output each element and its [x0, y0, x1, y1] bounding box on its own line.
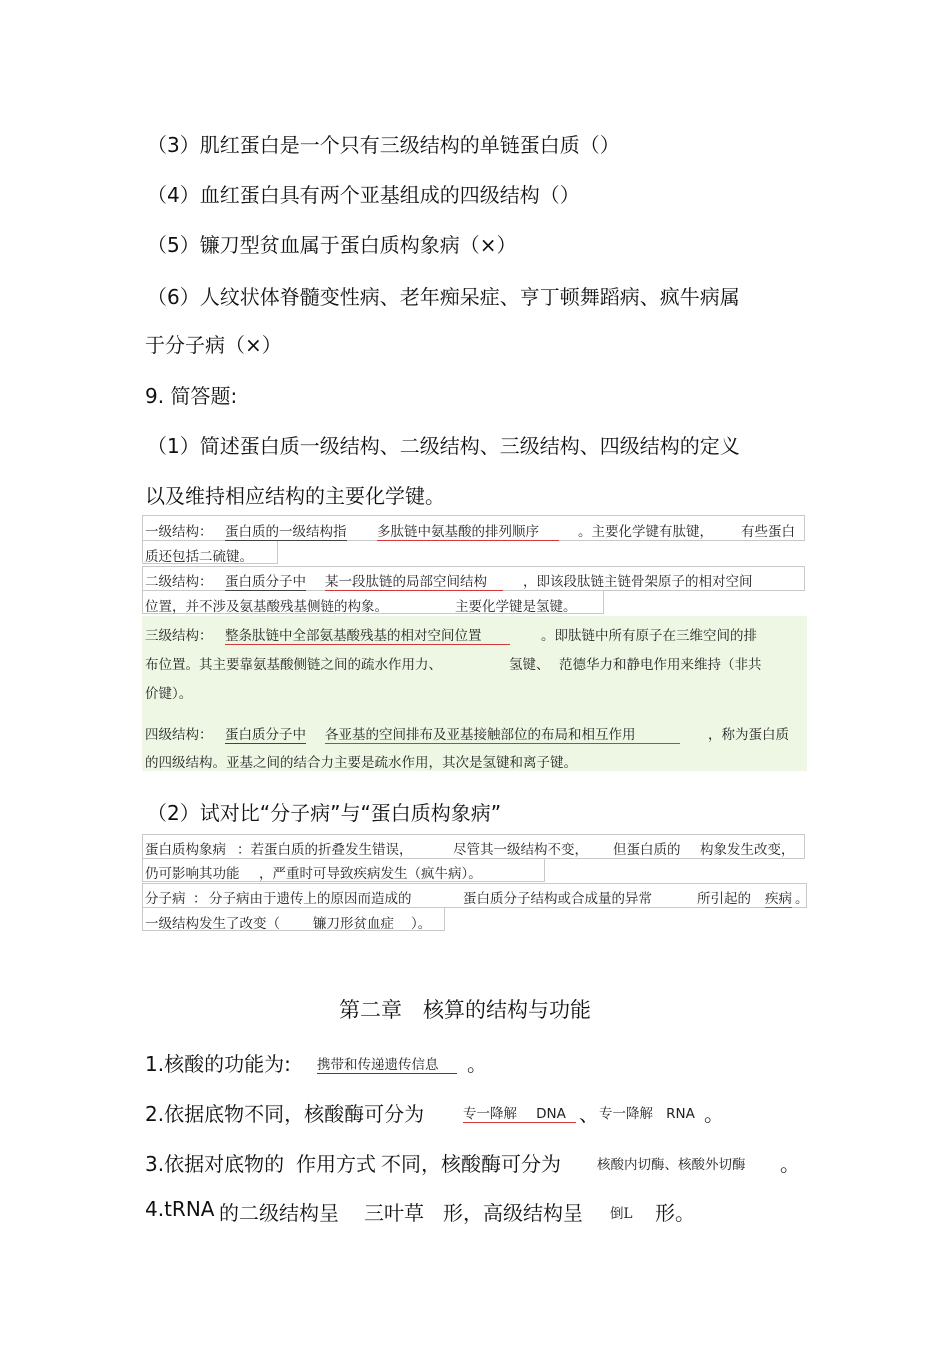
ch2-q2-a2: DNA	[536, 1106, 566, 1122]
ch2-q1-prefix: 1.核酸的功能为:	[145, 1052, 291, 1076]
ch2-q3-mid: 作用方式	[296, 1152, 376, 1176]
ch2-q2-prefix: 2.依据底物不同，核酸酶可分为	[145, 1102, 425, 1126]
short-answer-q2: （2）试对比“分子病”与“蛋白质构象病”	[147, 801, 502, 825]
molecular-g: 。	[795, 891, 809, 907]
short-answer-heading: 9. 简答题:	[145, 384, 238, 408]
tertiary-def-b: 。即肽链中所有原子在三维空间的排	[541, 628, 757, 644]
secondary-line2b: 主要化学键是氢键。	[455, 599, 577, 615]
ch2-q1-end: 。	[467, 1052, 487, 1076]
secondary-def-a: 蛋白质分子中	[225, 570, 306, 591]
tertiary-line3: 价键）。	[145, 686, 193, 702]
molecular-b: ：	[193, 891, 207, 907]
tertiary-line2a: 布位置。其主要靠氨基酸侧链之间的疏水作用力、	[145, 657, 442, 673]
secondary-def-c: ，即该段肽链主链骨架原子的相对空间	[523, 574, 753, 590]
molecular-e: 所引起的	[697, 891, 751, 907]
ch2-q4-a: 4.tRNA	[145, 1197, 215, 1221]
ch2-q4-c: 三叶草	[364, 1201, 424, 1225]
chapter-title: 第二章 核算的结构与功能	[339, 998, 591, 1022]
ch2-q2-answer-b	[599, 1102, 695, 1122]
molecular-c: 分子病由于遗传上的原因而造成的	[209, 891, 412, 907]
quaternary-label: 四级结构：	[145, 727, 213, 743]
primary-def-a: 蛋白质的一级结构指	[225, 520, 347, 541]
ch2-q2-a1: 专一降解	[463, 1106, 517, 1122]
ch2-q3-prefix: 3.依据对底物的	[145, 1152, 285, 1176]
secondary-label: 二级结构：	[145, 574, 213, 590]
ch2-q2-b1: 专一降解	[599, 1106, 653, 1122]
primary-def-d: 有些蛋白	[741, 524, 795, 540]
ch2-q1-answer: 携带和传递遗传信息	[317, 1053, 457, 1074]
quaternary-def-a: 蛋白质分子中	[225, 723, 306, 744]
molecular-f: 疾病	[765, 887, 792, 908]
ch2-q4-f: 形。	[655, 1201, 695, 1225]
molecular-line2b: 镰刀形贫血症	[313, 916, 394, 932]
molecular-line2a: 一级结构发生了改变（	[145, 916, 280, 932]
secondary-line2a: 位置，并不涉及氨基酸残基侧链的构象。	[145, 599, 388, 615]
ch2-q2-b2: RNA	[666, 1106, 695, 1122]
conformational-e: 构象发生改变，	[700, 842, 795, 858]
conformational-c: 尽管其一级结构不变，	[453, 842, 588, 858]
ch2-q3-rest: 不同，核酸酶可分为	[381, 1152, 561, 1176]
judgment-q6-line1: （6）人纹状体脊髓变性病、老年痴呆症、亨丁顿舞蹈病、疯牛病属	[147, 285, 740, 309]
molecular-line2c: ）。	[411, 916, 432, 932]
primary-def-c: 。主要化学键有肽键，	[578, 524, 713, 540]
short-answer-q1-line2: 以及维持相应结构的主要化学键。	[145, 484, 445, 508]
primary-line2: 质还包括二硫键。	[145, 549, 253, 565]
ch2-q4-e: 倒L	[610, 1206, 633, 1222]
conformational-d: 但蛋白质的	[613, 842, 681, 858]
ch2-q4-d: 形，高级结构呈	[443, 1201, 583, 1225]
conformational-line2b: ，严重时可导致疾病发生（疯牛病）。	[259, 866, 482, 882]
molecular-a: 分子病	[145, 891, 186, 907]
ch2-q3-answer: 核酸内切酶、核酸外切酶	[597, 1157, 746, 1173]
molecular-d: 蛋白质分子结构或合成量的异常	[463, 891, 652, 907]
tertiary-line2b: 氢键、	[509, 657, 550, 673]
judgment-q3: （3）肌红蛋白是一个只有三级结构的单链蛋白质（）	[147, 133, 620, 157]
tertiary-label: 三级结构：	[145, 628, 213, 644]
tertiary-line2c: 范德华力和静电作用来维持（非共	[559, 657, 762, 673]
conformational-a: 蛋白质构象病	[145, 842, 226, 858]
secondary-def-b: 某一段肽链的局部空间结构	[325, 570, 503, 591]
quaternary-def-b: 各亚基的空间排布及亚基接触部位的布局和相互作用	[325, 723, 680, 744]
judgment-q5: （5）镰刀型贫血属于蛋白质构象病（×）	[147, 233, 517, 257]
ch2-q4-b: 的二级结构呈	[219, 1201, 339, 1225]
primary-def-b: 多肽链中氨基酸的排列顺序	[377, 520, 559, 541]
conformational-line2a: 仍可影响其功能	[145, 866, 240, 882]
quaternary-line2: 的四级结构。亚基之间的结合力主要是疏水作用，其次是氢键和离子键。	[145, 755, 577, 771]
quaternary-def-c: ，称为蛋白质	[708, 727, 789, 743]
ch2-q2-sep: 、	[579, 1102, 599, 1126]
conformational-b: ：若蛋白质的折叠发生错误，	[237, 842, 413, 858]
judgment-q4: （4）血红蛋白具有两个亚基组成的四级结构（）	[147, 183, 580, 207]
short-answer-q1-line1: （1）简述蛋白质一级结构、二级结构、三级结构、四级结构的定义	[147, 434, 740, 458]
judgment-q6-line2: 于分子病（×）	[145, 333, 282, 357]
ch2-q3-end: 。	[780, 1152, 800, 1176]
tertiary-def-a: 整条肽链中全部氨基酸残基的相对空间位置	[225, 624, 510, 645]
ch2-q2-end: 。	[704, 1102, 724, 1126]
primary-label: 一级结构：	[145, 524, 213, 540]
ch2-q2-answer-a	[463, 1102, 576, 1123]
